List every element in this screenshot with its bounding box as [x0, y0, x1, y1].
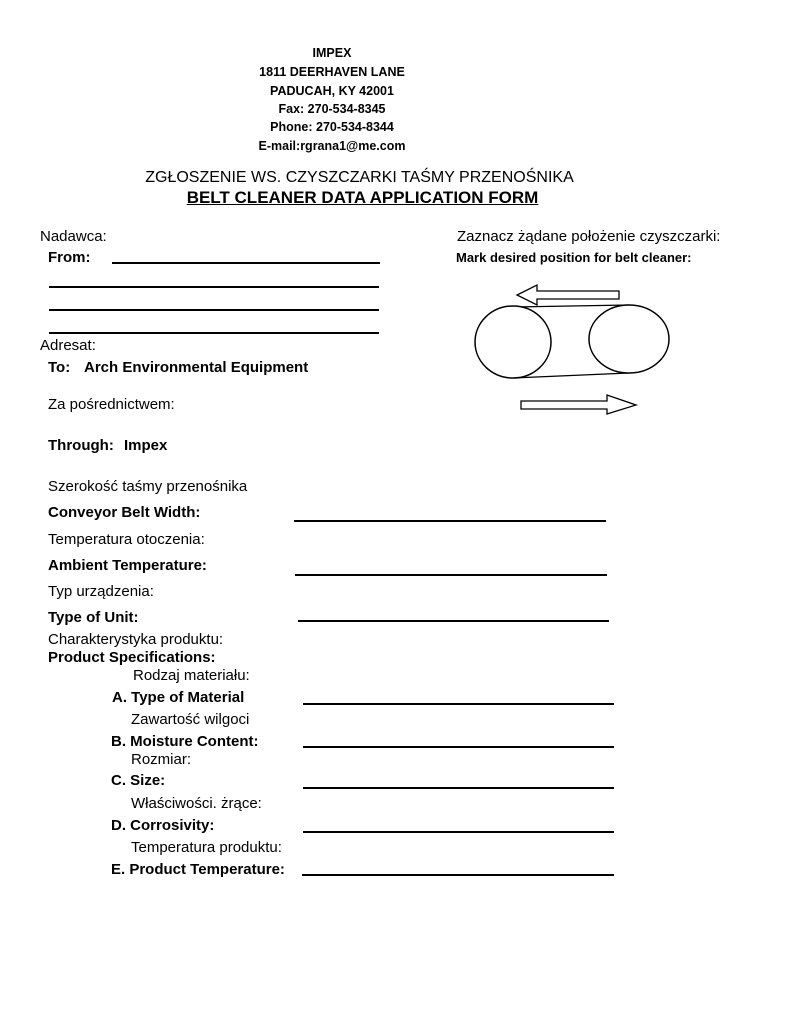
ambient-temp-label-en: Ambient Temperature: — [48, 557, 207, 574]
unit-type-label-pl: Typ urządzenia: — [48, 583, 154, 600]
specs-label-en: Product Specifications: — [48, 649, 216, 666]
company-email: E-mail:rgrana1@me.com — [258, 139, 406, 153]
unit-type-label-en: Type of Unit: — [48, 609, 139, 626]
position-label-en: Mark desired position for belt cleaner: — [456, 250, 692, 265]
company-address-line1: 1811 DEERHAVEN LANE — [259, 65, 405, 79]
pulley-right-icon[interactable] — [589, 305, 669, 373]
company-name: IMPEX — [312, 46, 352, 60]
size-label-en: C. Size: — [111, 772, 166, 789]
through-label-en: Through: — [48, 437, 114, 454]
corrosivity-field[interactable] — [303, 831, 614, 833]
sender-field[interactable] — [112, 262, 380, 264]
belt-width-field[interactable] — [294, 520, 606, 522]
title-english: BELT CLEANER DATA APPLICATION FORM — [186, 188, 539, 207]
product-temp-label-en: E. Product Temperature: — [111, 861, 285, 878]
conveyor-diagram[interactable] — [465, 280, 685, 420]
carry-direction-arrow-icon — [521, 395, 636, 414]
size-label-pl: Rozmiar: — [131, 751, 192, 768]
recipient-label-pl: Adresat: — [40, 337, 96, 354]
company-phone: Phone: 270-534-8344 — [270, 120, 394, 134]
sender-label-en: From: — [48, 249, 91, 266]
belt-top-line — [513, 305, 629, 307]
moisture-label-pl: Zawartość wilgoci — [131, 711, 250, 728]
material-field[interactable] — [303, 703, 614, 705]
moisture-label-en: B. Moisture Content: — [111, 733, 259, 750]
through-value: Impex — [124, 437, 168, 454]
unit-type-field[interactable] — [298, 620, 609, 622]
ambient-temp-label-pl: Temperatura otoczenia: — [48, 531, 205, 548]
product-temp-label-pl: Temperatura produktu: — [131, 839, 282, 856]
company-address-line2: PADUCAH, KY 42001 — [270, 84, 394, 98]
recipient-value: Arch Environmental Equipment — [84, 359, 309, 376]
return-direction-arrow-icon — [517, 285, 619, 305]
material-label-pl: Rodzaj materiału: — [133, 667, 250, 684]
position-label-pl: Zaznacz żądane położenie czyszczarki: — [457, 228, 721, 245]
sender-address-line2[interactable] — [49, 286, 379, 288]
ambient-temp-field[interactable] — [295, 574, 607, 576]
moisture-field[interactable] — [303, 746, 614, 748]
product-temp-field[interactable] — [302, 874, 614, 876]
specs-label-pl: Charakterystyka produktu: — [48, 631, 224, 648]
size-field[interactable] — [303, 787, 614, 789]
belt-width-label-pl: Szerokość taśmy przenośnika — [48, 478, 248, 495]
through-label-pl: Za pośrednictwem: — [48, 396, 175, 413]
recipient-label-en: To: — [48, 359, 71, 376]
title-polish: ZGŁOSZENIE WS. CZYSZCZARKI TAŚMY PRZENOŚNIKA — [145, 169, 574, 186]
corrosivity-label-pl: Właściwości. żrące: — [131, 795, 262, 812]
corrosivity-label-en: D. Corrosivity: — [111, 817, 215, 834]
belt-width-label-en: Conveyor Belt Width: — [48, 504, 201, 521]
sender-address-line3[interactable] — [49, 309, 379, 311]
sender-address-line4[interactable] — [49, 332, 379, 334]
pulley-left-icon[interactable] — [475, 306, 551, 378]
sender-label-pl: Nadawca: — [40, 228, 107, 245]
company-fax: Fax: 270-534-8345 — [278, 102, 386, 116]
material-label-en: A. Type of Material — [112, 689, 245, 706]
